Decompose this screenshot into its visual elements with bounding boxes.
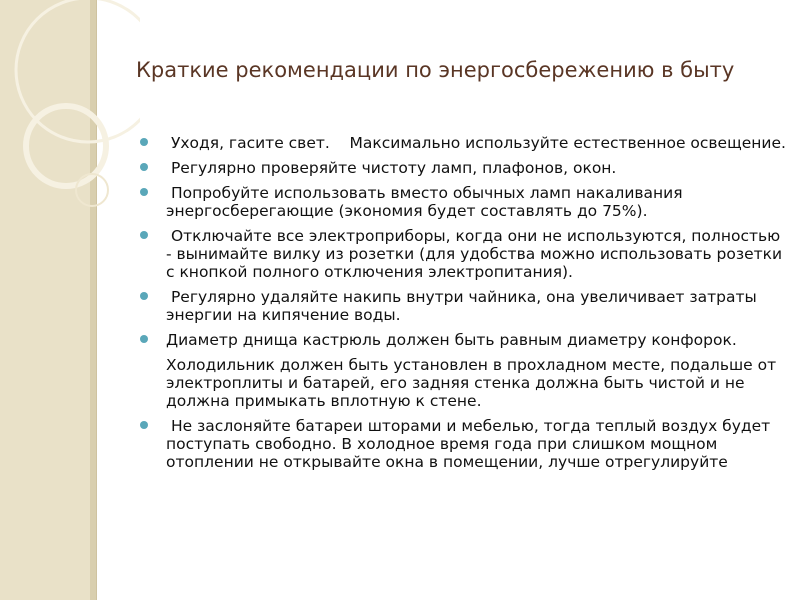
list-item <box>140 227 790 281</box>
list-item-text: Регулярно удаляйте накипь внутри чайника, она увеличивает затраты энергии на кипячение воды. <box>166 288 762 324</box>
list-item-text: Диаметр днища кастрюль должен быть равным диаметру конфорок. <box>166 331 737 349</box>
slide-title: Краткие рекомендации по энергосбережению в быту <box>136 58 735 82</box>
bullet-dot-icon <box>140 138 148 146</box>
bullet-dot-icon <box>140 292 148 300</box>
list-item <box>140 417 790 471</box>
list-item-text: Отключайте все электроприборы, когда они не используются, полностью - вынимайте вилку из розетки (для удобства можно использовать розетки с кнопкой полного отключения электропитания). <box>166 227 788 281</box>
list-item <box>140 134 790 152</box>
list-item-text: Регулярно проверяйте чистоту ламп, плафонов, окон. <box>166 159 617 177</box>
bullet-dot-icon <box>140 188 148 196</box>
list-item <box>140 356 790 410</box>
bullet-dot-icon <box>140 421 148 429</box>
list-item <box>140 331 790 349</box>
list-item <box>140 288 790 324</box>
list-item-text: Уходя, гасите свет. Максимально используйте естественное освещение. <box>166 134 786 152</box>
list-item-text: Попробуйте использовать вместо обычных ламп накаливания энергосберегающие (экономия будет составлять до 75%). <box>166 184 688 220</box>
recommendation-list <box>140 134 790 478</box>
list-item <box>140 184 790 220</box>
list-item-text: Не заслоняйте батареи шторами и мебелью, тогда теплый воздух будет поступать свободно. В холодное время года при слишком мощном отоплении не открывайте окна в помещении, лучше отрегулируйте <box>166 417 776 471</box>
bullet-dot-icon <box>140 231 148 239</box>
bullet-dot-icon <box>140 163 148 171</box>
decorative-circles <box>0 0 140 260</box>
list-item-text: Холодильник должен быть установлен в прохладном месте, подальше от электроплиты и батарей, его задняя стенка должна быть чистой и не должна примыкать вплотную к стене. <box>166 356 782 410</box>
list-item <box>140 159 790 177</box>
bullet-dot-icon <box>140 335 148 343</box>
